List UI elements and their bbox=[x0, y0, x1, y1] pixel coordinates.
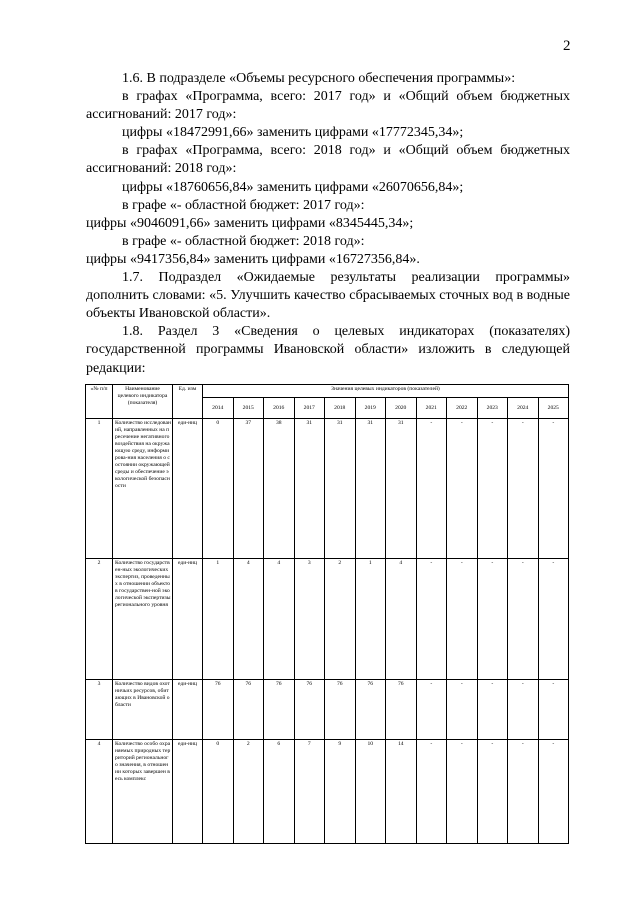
paragraph: цифры «9417356,84» заменить цифрами «16727356,84». bbox=[86, 251, 420, 267]
value-cell: 31 bbox=[294, 419, 325, 559]
value-cell: - bbox=[538, 680, 569, 740]
indicator-name: Количество особо охраняемых природных территорий регионального значения, в отношении которых завершен весь комплекс bbox=[113, 740, 173, 844]
value-cell: 1 bbox=[355, 559, 386, 680]
value-cell: 1 bbox=[203, 559, 234, 680]
header-name: Наименование целевого индикатора (показателя) bbox=[113, 385, 173, 419]
year-header: 2015 bbox=[233, 398, 264, 419]
value-cell: - bbox=[538, 419, 569, 559]
value-cell: - bbox=[447, 680, 478, 740]
year-header: 2016 bbox=[264, 398, 295, 419]
paragraph: в графах «Программа, всего: 2018 год» и «Общий объем бюджетных ассигнований: 2018 год»: bbox=[86, 143, 570, 177]
value-cell: 9 bbox=[325, 740, 356, 844]
value-cell: 76 bbox=[355, 680, 386, 740]
value-cell: 31 bbox=[325, 419, 356, 559]
paragraph: 1.6. В подразделе «Объемы ресурсного обеспечения программы»: bbox=[122, 71, 516, 86]
value-cell: - bbox=[416, 680, 447, 740]
paragraph: цифры «18760656,84» заменить цифрами «26070656,84»; bbox=[122, 179, 464, 195]
header-unit: Ед. изм bbox=[173, 385, 203, 419]
value-cell: - bbox=[477, 559, 508, 680]
value-cell: - bbox=[416, 419, 447, 559]
table-row bbox=[86, 559, 569, 680]
indicator-name: Количество исследований, направленных на пресечение негативного воздействия на окружающую среду, информирова-ния населения о состоянии окружающей среды и обеспечение экологической безопасности bbox=[113, 419, 173, 559]
value-cell: 4 bbox=[386, 559, 417, 680]
unit-cell: еди-ниц bbox=[173, 559, 203, 680]
value-cell: 76 bbox=[233, 680, 264, 740]
unit-cell: еди-ниц bbox=[173, 680, 203, 740]
paragraph: 1.8. Раздел 3 «Сведения о целевых индикаторах (показателях) государственной программы Ивановской области» изложить в следующей редакции: bbox=[86, 324, 570, 376]
row-number: 3 bbox=[86, 680, 113, 740]
value-cell: 2 bbox=[325, 559, 356, 680]
year-header: 2022 bbox=[447, 398, 478, 419]
value-cell: 76 bbox=[203, 680, 234, 740]
year-header: 2018 bbox=[325, 398, 356, 419]
value-cell: - bbox=[508, 419, 539, 559]
value-cell: - bbox=[477, 419, 508, 559]
value-cell: - bbox=[538, 559, 569, 680]
header-values: Значения целевых индикаторов (показателей) bbox=[203, 385, 569, 398]
value-cell: 37 bbox=[233, 419, 264, 559]
value-cell: - bbox=[447, 740, 478, 844]
paragraph: цифры «18472991,66» заменить цифрами «17772345,34»; bbox=[122, 125, 464, 141]
value-cell: - bbox=[538, 740, 569, 844]
table-header-row bbox=[86, 385, 569, 398]
value-cell: 14 bbox=[386, 740, 417, 844]
value-cell: 4 bbox=[233, 559, 264, 680]
unit-cell: еди-ниц bbox=[173, 419, 203, 559]
value-cell: 0 bbox=[203, 419, 234, 559]
year-header: 2014 bbox=[203, 398, 234, 419]
year-header: 2019 bbox=[355, 398, 386, 419]
year-header: 2017 bbox=[294, 398, 325, 419]
value-cell: 76 bbox=[325, 680, 356, 740]
value-cell: 3 bbox=[294, 559, 325, 680]
value-cell: - bbox=[508, 680, 539, 740]
value-cell: - bbox=[508, 740, 539, 844]
paragraph: в графе «- областной бюджет: 2017 год»: bbox=[122, 197, 365, 213]
indicators-table bbox=[85, 384, 569, 844]
row-number: 4 bbox=[86, 740, 113, 844]
indicator-name: Количество видов охотничьих ресурсов, обитающих в Ивановской области bbox=[113, 680, 173, 740]
document-body bbox=[86, 70, 570, 378]
paragraph: 1.7. Подраздел «Ожидаемые результаты реализации программы» дополнить словами: «5. Улучшить качество сбрасываемых сточных вод в водные объекты Ивановской области». bbox=[86, 270, 570, 322]
value-cell: 7 bbox=[294, 740, 325, 844]
paragraph: цифры «9046091,66» заменить цифрами «8345445,34»; bbox=[86, 215, 414, 231]
unit-cell: еди-ниц bbox=[173, 740, 203, 844]
value-cell: 76 bbox=[386, 680, 417, 740]
table-row bbox=[86, 740, 569, 844]
page-number: 2 bbox=[563, 38, 571, 54]
value-cell: 31 bbox=[386, 419, 417, 559]
value-cell: 76 bbox=[264, 680, 295, 740]
value-cell: 0 bbox=[203, 740, 234, 844]
year-header: 2024 bbox=[508, 398, 539, 419]
indicator-name: Количество государствен-ных экологических экспертиз, проведенных в отношении объектов государствен-ной экологической экспертизы регионального уровня bbox=[113, 559, 173, 680]
year-header: 2021 bbox=[416, 398, 447, 419]
header-num: «№ п/п bbox=[86, 385, 113, 419]
value-cell: 2 bbox=[233, 740, 264, 844]
value-cell: 10 bbox=[355, 740, 386, 844]
value-cell: - bbox=[416, 740, 447, 844]
value-cell: - bbox=[416, 559, 447, 680]
value-cell: - bbox=[477, 740, 508, 844]
value-cell: - bbox=[477, 680, 508, 740]
value-cell: 6 bbox=[264, 740, 295, 844]
value-cell: - bbox=[508, 559, 539, 680]
value-cell: 4 bbox=[264, 559, 295, 680]
table-row bbox=[86, 680, 569, 740]
year-header: 2025 bbox=[538, 398, 569, 419]
paragraph: в графах «Программа, всего: 2017 год» и «Общий объем бюджетных ассигнований: 2017 год»: bbox=[86, 89, 570, 123]
value-cell: - bbox=[447, 559, 478, 680]
row-number: 1 bbox=[86, 419, 113, 559]
value-cell: - bbox=[447, 419, 478, 559]
value-cell: 38 bbox=[264, 419, 295, 559]
value-cell: 76 bbox=[294, 680, 325, 740]
table-row bbox=[86, 419, 569, 559]
paragraph: в графе «- областной бюджет: 2018 год»: bbox=[122, 233, 365, 249]
year-header: 2020 bbox=[386, 398, 417, 419]
value-cell: 31 bbox=[355, 419, 386, 559]
year-header: 2023 bbox=[477, 398, 508, 419]
row-number: 2 bbox=[86, 559, 113, 680]
